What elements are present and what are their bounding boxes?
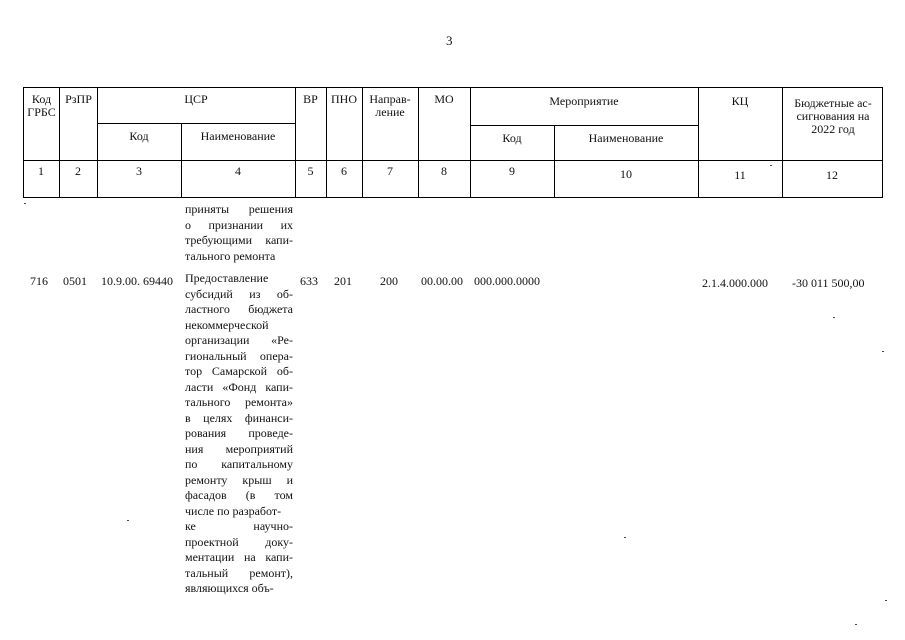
column-number: 2: [75, 164, 81, 178]
header-kc: КЦ: [731, 94, 749, 108]
header-csr-kod: Код: [129, 129, 149, 143]
scan-speck: [24, 203, 26, 204]
name-line: ния мероприятий: [185, 441, 293, 456]
header-csr-name: Наименование: [200, 129, 276, 143]
cell-mer-kod: 000.000.0000: [474, 274, 540, 288]
cell-kc: 2.1.4.000.000: [702, 276, 768, 290]
name-line: в целях финанси-: [185, 410, 293, 425]
column-number: 7: [387, 164, 393, 178]
column-number: 10: [620, 167, 632, 181]
cell-csr-name: [185, 271, 293, 597]
cell-csr-kod: 10.9.00. 69440: [101, 274, 173, 288]
header-mo: МО: [434, 92, 454, 106]
header-csr: ЦСР: [184, 92, 208, 106]
column-number: 9: [509, 164, 515, 178]
page-number: 3: [446, 33, 453, 48]
cell-vr: 633: [300, 274, 318, 288]
cell-amount: -30 011 500,00: [792, 276, 865, 290]
header-mer-name: Наименование: [588, 131, 664, 145]
continuation-text: [185, 202, 293, 264]
name-line: субсидий из об-: [185, 286, 293, 301]
header-meropriyatie: Мероприятие: [549, 94, 619, 108]
name-line: гиональный опера-: [185, 348, 293, 363]
name-line: ремонту крыш и: [185, 472, 293, 487]
cell-kod-grbs: 716: [30, 274, 48, 288]
scan-speck: [882, 351, 884, 352]
column-number: 4: [235, 164, 241, 178]
cell-pno: 201: [334, 274, 352, 288]
scan-speck: [885, 600, 887, 601]
header-vr: ВР: [303, 92, 318, 106]
continuation-line: тального ремонта: [185, 248, 276, 263]
header-rzpr: РзПР: [65, 92, 92, 106]
name-line: числе по разработ-: [185, 503, 282, 518]
name-line: ластного бюджета: [185, 302, 293, 316]
cell-rzpr: 0501: [63, 274, 87, 288]
name-line: ментации на капи-: [185, 550, 293, 564]
column-number: 11: [734, 168, 746, 182]
column-number: 8: [441, 164, 447, 178]
name-line: тор Самарской об-: [185, 364, 293, 378]
continuation-line: требующими капи-: [185, 233, 293, 247]
name-line: тального ремонта»: [185, 395, 293, 409]
name-line: тальный ремонт),: [185, 565, 293, 580]
continuation-line: приняты решения: [185, 202, 293, 216]
header-mer-kod: Код: [502, 131, 522, 145]
scan-speck: [855, 624, 857, 625]
name-line: являющихся объ-: [185, 581, 274, 595]
scan-speck: [127, 520, 129, 521]
cell-napravlenie: 200: [380, 274, 398, 288]
column-number: 3: [136, 164, 142, 178]
continuation-line: о признании их: [185, 217, 293, 232]
name-line: некоммерческой: [185, 317, 269, 332]
header-napravlenie: Направ-ление: [369, 92, 411, 119]
header-budget: Бюджетные ас-сигнования на 2022 год: [794, 96, 872, 136]
cell-mo: 00.00.00: [421, 274, 463, 288]
name-line: фасадов (в том: [185, 488, 293, 502]
name-line: организации «Ре-: [185, 333, 293, 347]
header-kod-grbs: Код ГРБС: [27, 92, 56, 119]
column-number: 12: [826, 168, 838, 182]
scan-speck: [624, 537, 626, 538]
name-line: по капитальному: [185, 457, 293, 471]
scan-speck: [833, 317, 835, 318]
column-number: 1: [38, 164, 44, 178]
name-line: проектной доку-: [185, 534, 293, 549]
column-number: 6: [341, 164, 347, 178]
name-line: рования проведе-: [185, 426, 293, 440]
header-pno: ПНО: [331, 92, 357, 106]
name-line: Предоставление: [185, 271, 269, 285]
scan-speck: [770, 165, 772, 166]
name-line: ласти «Фонд капи-: [185, 379, 293, 394]
name-line: ке научно-: [185, 519, 293, 533]
column-number: 5: [307, 164, 314, 178]
